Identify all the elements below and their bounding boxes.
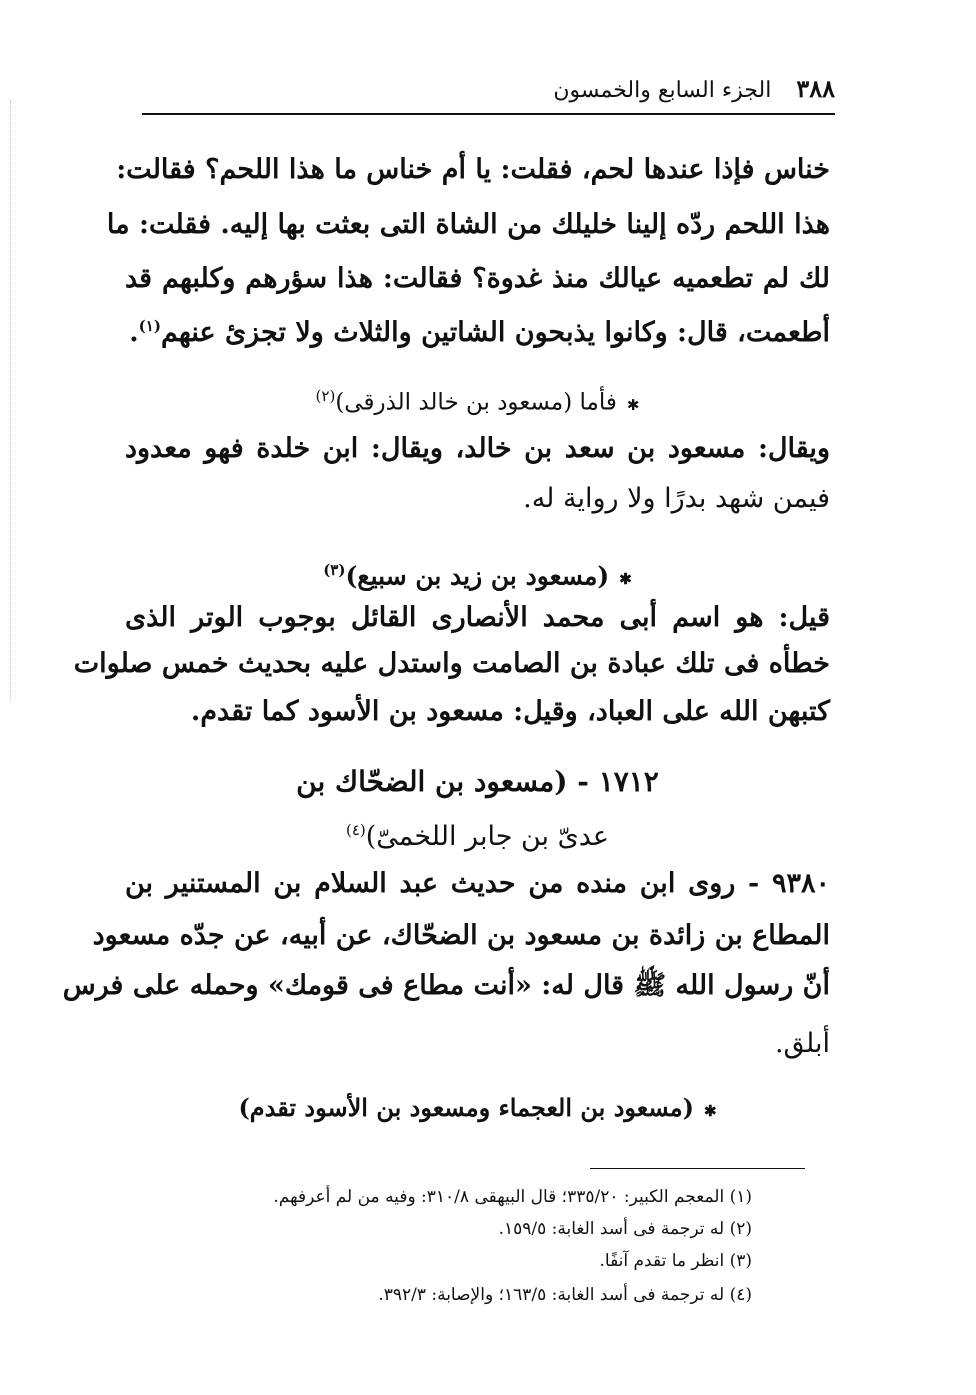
entry-heading-line2 bbox=[125, 808, 830, 859]
footnote-rule bbox=[590, 1168, 805, 1169]
paragraph4-line1: ٩٣٨٠ - روى ابن منده من حديث عبد السلام بن المستنير بن bbox=[125, 868, 830, 899]
paragraph4-line2: المطاع بن زائدة بن مسعود بن الضحّاك، عن أبيه، عن جدّه مسعود bbox=[92, 920, 830, 951]
paragraph3-line1: قيل: هو اسم أبى محمد الأنصارى القائل بوجوب الوتر الذى bbox=[125, 602, 830, 633]
footnote-ref-4: (٤) bbox=[345, 821, 366, 839]
entry-heading-line1: ١٧١٢ - (مسعود بن الضحّاك بن bbox=[296, 765, 659, 798]
header-rule bbox=[142, 113, 835, 115]
scan-margin-marks bbox=[10, 100, 21, 700]
paragraph4-line3: أنّ رسول الله ﷺ قال له: «أنت مطاع فى قومك» وحمله على فرس bbox=[62, 970, 830, 1001]
running-header bbox=[142, 74, 835, 114]
footnote-4: (٤) له ترجمة فى أسد الغابة: ١٦٣/٥؛ والإصابة: ٣٩٢/٣. bbox=[378, 1285, 752, 1305]
paragraph4-line4: أبلق. bbox=[774, 1028, 830, 1059]
paragraph2-line1: ويقال: مسعود بن سعد بن خالد، ويقال: ابن خلدة فهو معدود bbox=[125, 433, 830, 464]
running-title: الجزء السابع والخمسون bbox=[553, 78, 772, 103]
paragraph1-line1: خناس فإذا عندها لحم، فقلت: يا أم خناس ما هذا اللحم؟ فقالت: bbox=[116, 154, 830, 185]
asterisk-icon: ✱ bbox=[703, 1102, 717, 1120]
heading2-text: (مسعود بن زيد بن سبيع) bbox=[345, 561, 610, 591]
heading1-text: فأما (مسعود بن خالد الذرقى) bbox=[335, 389, 617, 416]
footnote-1: (١) المعجم الكبير: ٣٣٥/٢٠؛ قال البيهقى ٣١٠/٨: وفيه من لم أعرفهم. bbox=[273, 1187, 752, 1207]
footnote-ref-1: (١) bbox=[138, 317, 161, 335]
paragraph1-line4: أطعمت، قال: وكانوا يذبحون الشاتين والثلاث ولا تجزئ عنهم$^{(١)}$. bbox=[129, 317, 830, 348]
asterisk-icon: ✱ bbox=[626, 395, 640, 414]
asterisk-icon: ✱ bbox=[619, 570, 632, 589]
entry-heading-line2-text: عدىّ بن جابر اللخمىّ) bbox=[365, 821, 610, 852]
paragraph1-line4-text: أطعمت، قال: وكانوا يذبحون الشاتين والثلاث ولا تجزئ عنهم bbox=[160, 317, 830, 348]
paragraph3-line2: خطأه فى تلك عبادة بن الصامت واستدل عليه بحديث خمس صلوات bbox=[73, 648, 830, 679]
page-number: ٣٨٨ bbox=[796, 74, 835, 103]
footnote-ref-3: (٣) bbox=[323, 561, 346, 579]
heading1 bbox=[125, 374, 830, 427]
heading2 bbox=[125, 548, 830, 601]
footnote-ref-2: (٢) bbox=[315, 387, 336, 405]
paragraph1-line3: لك لم تطعميه عيالك منذ غدوة؟ فقالت: هذا سؤرهم وكلبهم قد bbox=[125, 263, 830, 294]
footnote-3: (٣) انظر ما تقدم آنفًا. bbox=[599, 1251, 752, 1271]
heading3-text: (مسعود بن العجماء ومسعود بن الأسود تقدم) bbox=[238, 1093, 694, 1122]
heading3 bbox=[125, 1086, 830, 1133]
paragraph1-line2: هذا اللحم ردّه إلينا خليلك من الشاة التى بعثت بها إليه. فقلت: ما bbox=[106, 209, 830, 240]
paragraph2-line2: فيمن شهد بدرًا ولا رواية له. bbox=[523, 483, 830, 514]
footnote-2: (٢) له ترجمة فى أسد الغابة: ١٥٩/٥. bbox=[498, 1219, 752, 1239]
paragraph3-line3: كتبهن الله على العباد، وقيل: مسعود بن الأسود كما تقدم. bbox=[190, 696, 830, 727]
